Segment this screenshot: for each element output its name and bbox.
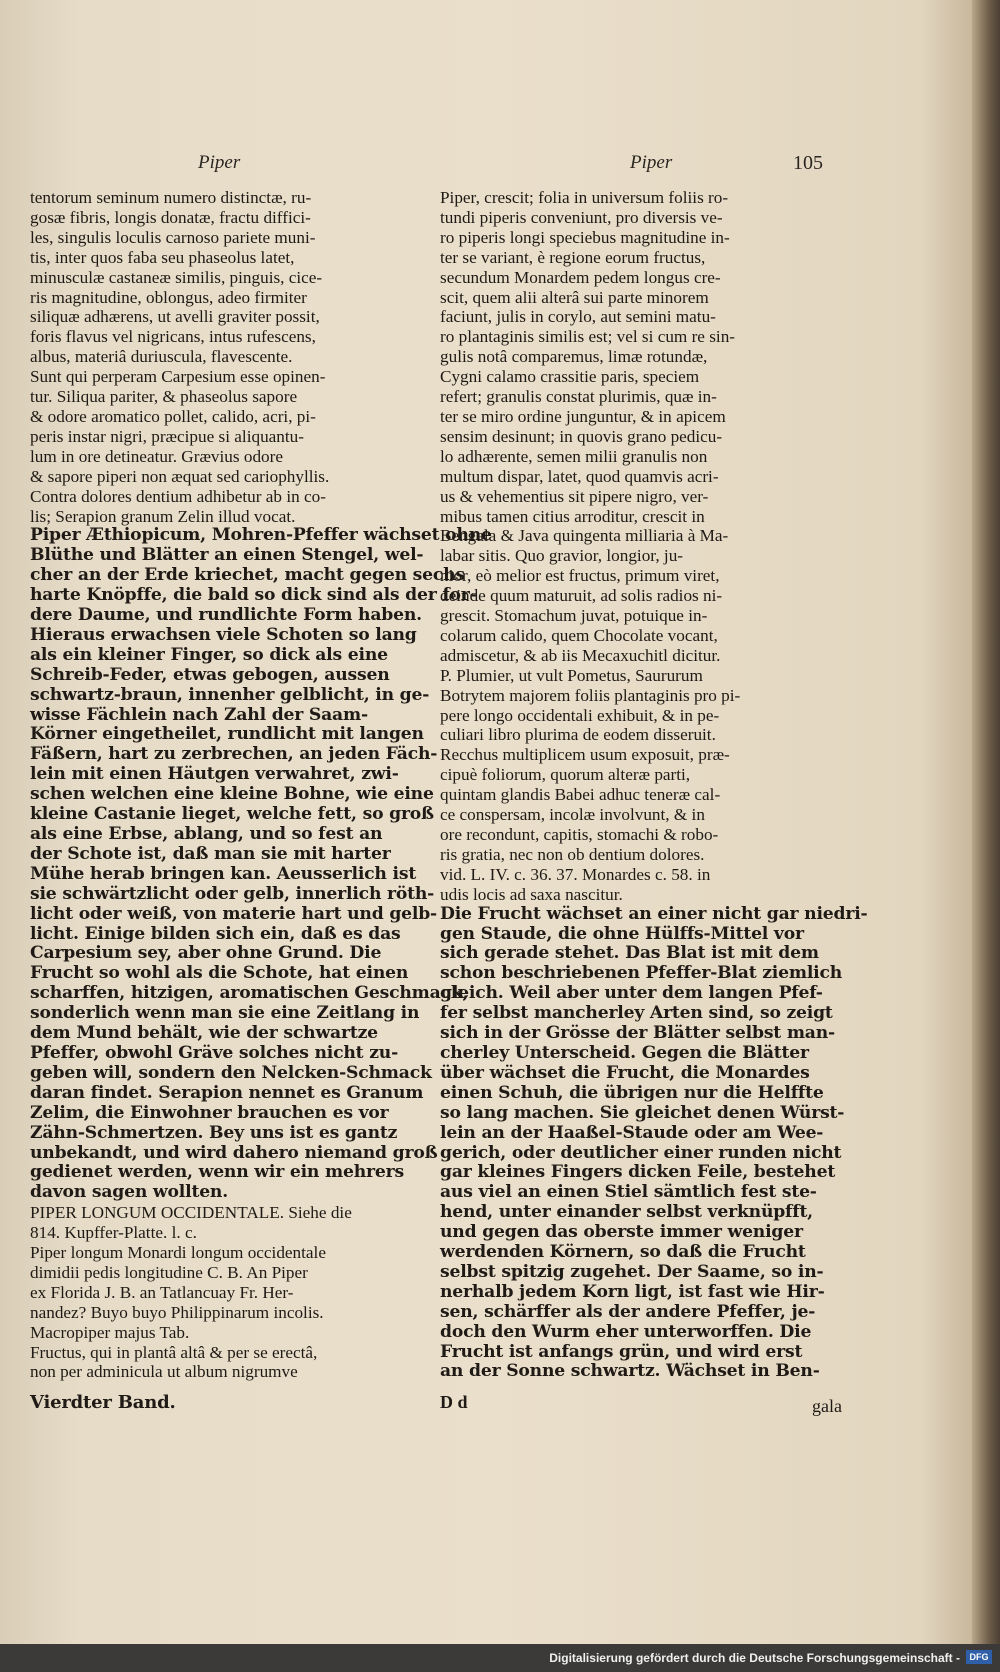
text-line: nior, eò melior est fructus, primum viret, bbox=[440, 566, 720, 586]
text-line: licht. Einige bilden sich ein, daß es das bbox=[30, 923, 401, 944]
text-line: gar kleines Fingers dicken Feile, bestehet bbox=[440, 1162, 836, 1183]
text-line: schwartz-braun, innenher gelblicht, in ge- bbox=[30, 684, 430, 705]
text-line: an der Sonne schwartz. Wächset in Ben- bbox=[440, 1361, 820, 1382]
text-line: Mühe herab bringen kan. Aeusserlich ist bbox=[30, 863, 417, 884]
text-line: lein mit einen Häutgen verwahret, zwi- bbox=[30, 764, 399, 785]
text-line: und gegen das oberste immer weniger bbox=[440, 1222, 803, 1243]
right-column bbox=[440, 188, 868, 1382]
text-line: ter se variant, è regione eorum fructus, bbox=[440, 247, 706, 267]
text-line: Schreib-Feder, etwas gebogen, aussen bbox=[30, 664, 390, 685]
text-line: & odore aromatico pollet, calido, acri, pi- bbox=[30, 406, 316, 426]
text-line: sich in der Grösse der Blätter selbst man- bbox=[440, 1023, 835, 1044]
text-line: aus viel an einen Stiel sämtlich fest ste- bbox=[440, 1182, 817, 1203]
text-line: mibus tamen citius arroditur, crescit in bbox=[440, 506, 705, 526]
text-line: Hieraus erwachsen viele Schoten so lang bbox=[30, 624, 417, 645]
text-line: cherley Unterscheid. Gegen die Blätter bbox=[440, 1042, 809, 1063]
text-line: Fructus, qui in plantâ altâ & per se erectâ, bbox=[30, 1342, 318, 1362]
text-line: lis; Serapion granum Zelin illud vocat. bbox=[30, 506, 296, 526]
text-line: Zelim, die Einwohner brauchen es vor bbox=[30, 1102, 389, 1123]
text-line: ro piperis longi speciebus magnitudine in- bbox=[440, 227, 730, 247]
text-line: harte Knöpffe, die bald so dick sind als der for- bbox=[30, 585, 477, 606]
catchword: gala bbox=[812, 1396, 842, 1416]
text-line: gulis notâ comparemus, limæ rotundæ, bbox=[440, 347, 708, 367]
text-line: hend, unter einander selbst verknüpfft, bbox=[440, 1202, 813, 1223]
text-line: vid. L. IV. c. 36. 37. Monardes c. 58. in bbox=[440, 864, 711, 884]
text-line: admiscetur, & ab iis Mecaxuchitl dicitur. bbox=[440, 645, 721, 665]
text-line: les, singulis loculis carnoso pariete muni- bbox=[30, 227, 316, 247]
text-line: Bengala & Java quingenta milliaria à Ma- bbox=[440, 526, 729, 546]
text-line: nerhalb jedem Korn ligt, ist fast wie Hir- bbox=[440, 1281, 825, 1302]
text-line: non per adminicula ut album nigrumve bbox=[30, 1362, 298, 1382]
text-line: colarum calido, quem Chocolate vocant, bbox=[440, 625, 718, 645]
text-line: dem Mund behält, wie der schwartze bbox=[30, 1023, 378, 1044]
text-line: pere longo occidentali exhibuit, & in pe- bbox=[440, 705, 720, 725]
text-line: fer selbst mancherley Arten sind, so zeigt bbox=[440, 1003, 833, 1024]
text-line: PIPER LONGUM OCCIDENTALE. Siehe die bbox=[30, 1203, 352, 1223]
text-line: gen Staude, die ohne Hülffs-Mittel vor bbox=[440, 923, 804, 944]
text-line: ter se miro ordine junguntur, & in apicem bbox=[440, 406, 726, 426]
text-line: der Schote ist, daß man sie mit harter bbox=[30, 843, 391, 864]
digitization-credit-bar bbox=[0, 1644, 1000, 1672]
text-line: sie schwärtzlicht oder gelb, innerlich röth- bbox=[30, 883, 435, 904]
text-line: tur. Siliqua pariter, & phaseolus sapore bbox=[30, 387, 298, 407]
text-line: scit, quem alii alterâ sui parte minorem bbox=[440, 287, 709, 307]
text-line: kleine Castanie lieget, welche fett, so groß bbox=[30, 804, 434, 825]
signature-mark: D d bbox=[440, 1392, 468, 1412]
text-line: so lang machen. Sie gleichet denen Würst- bbox=[440, 1102, 845, 1123]
text-line: als ein kleiner Finger, so dick als eine bbox=[30, 644, 388, 665]
text-line: Piper longum Monardi longum occidentale bbox=[30, 1243, 326, 1263]
text-line: siliquæ adhærens, ut avelli graviter possit, bbox=[30, 307, 320, 327]
text-line: dimidii pedis longitudine C. B. An Piper bbox=[30, 1262, 308, 1282]
volume-label: Vierdter Band. bbox=[30, 1392, 176, 1413]
text-line: schon beschriebenen Pfeffer-Blat ziemlich bbox=[440, 963, 843, 984]
text-line: udis locis ad saxa nascitur. bbox=[440, 884, 623, 904]
text-line: Pfeffer, obwohl Gräve solches nicht zu- bbox=[30, 1042, 398, 1063]
text-line: Recchus multiplicem usum exposuit, præ- bbox=[440, 745, 730, 765]
text-line: licht oder weiß, von materie hart und gelb- bbox=[30, 903, 437, 924]
text-line: multum dispar, latet, quod quamvis acri- bbox=[440, 466, 719, 486]
text-line: scharffen, hitzigen, aromatischen Geschmack, bbox=[30, 983, 469, 1004]
text-line: ex Florida J. B. an Tatlancuay Fr. Her- bbox=[30, 1282, 294, 1302]
text-line: deinde quum maturuit, ad solis radios ni- bbox=[440, 586, 723, 606]
text-line: labar sitis. Quo gravior, longior, ju- bbox=[440, 546, 684, 566]
text-line: als eine Erbse, ablang, und so fest an bbox=[30, 824, 383, 844]
text-line: daran findet. Serapion nennet es Granum bbox=[30, 1082, 424, 1103]
text-line: gleich. Weil aber unter dem langen Pfef- bbox=[440, 983, 823, 1004]
text-line: tentorum seminum numero distinctæ, ru- bbox=[30, 188, 312, 207]
text-line: doch den Wurm eher unterworffen. Die bbox=[440, 1321, 812, 1342]
text-line: schen welchen eine kleine Bohne, wie eine bbox=[30, 784, 434, 805]
header-right-title: Piper bbox=[630, 152, 673, 173]
text-line: Körner eingetheilet, rundlicht mit langen bbox=[30, 724, 424, 745]
page-number: 105 bbox=[793, 152, 823, 174]
text-line: Cygni calamo crassitie paris, speciem bbox=[440, 367, 700, 387]
text-line: lo adhærente, semen milii granulis non bbox=[440, 446, 708, 466]
credit-text: Digitalisierung gefördert durch die Deutsche Forschungsgemeinschaft - bbox=[549, 1651, 960, 1665]
text-line: 814. Kupffer-Platte. l. c. bbox=[30, 1223, 197, 1243]
text-line: Piper, crescit; folia in universum foliis ro- bbox=[440, 188, 729, 207]
text-line: sonderlich wenn man sie eine Zeitlang in bbox=[30, 1003, 420, 1024]
text-line: Die Frucht wächset an einer nicht gar niedri- bbox=[440, 903, 868, 924]
text-line: Zähn-Schmertzen. Bey uns ist es gantz bbox=[30, 1122, 398, 1143]
text-line: Sunt qui perperam Carpesium esse opinen- bbox=[30, 367, 326, 387]
text-line: über wächset die Frucht, die Monardes bbox=[440, 1062, 810, 1083]
text-line: lum in ore detineatur. Grævius odore bbox=[30, 446, 283, 466]
text-line: ris magnitudine, oblongus, adeo firmiter bbox=[30, 287, 307, 307]
text-line: Fäßern, hart zu zerbrechen, an jeden Fäch- bbox=[30, 744, 438, 765]
text-line: P. Plumier, ut vult Pometus, Saururum bbox=[440, 665, 703, 685]
text-line: unbekandt, und wird dahero niemand groß bbox=[30, 1142, 438, 1163]
text-line: Blüthe und Blätter an einen Stengel, wel- bbox=[30, 545, 424, 566]
page-footer bbox=[0, 1392, 1000, 1422]
text-line: cher an der Erde kriechet, macht gegen sechs bbox=[30, 565, 465, 586]
dfg-logo: DFG bbox=[966, 1650, 992, 1664]
text-line: selbst spitzig zugehet. Der Saame, so in- bbox=[440, 1261, 824, 1282]
left-column bbox=[30, 188, 492, 1382]
text-line: Contra dolores dentium adhibetur ab in co- bbox=[30, 486, 326, 506]
text-line: dere Daume, und rundlichte Form haben. bbox=[30, 605, 422, 626]
text-line: peris instar nigri, præcipue si aliquantu- bbox=[30, 426, 304, 446]
text-line: Macropiper majus Tab. bbox=[30, 1322, 190, 1342]
text-line: grescit. Stomachum juvat, potuique in- bbox=[440, 606, 708, 626]
text-line: geben will, sondern den Nelcken-Schmack bbox=[30, 1062, 432, 1083]
text-line: foris flavus vel nigricans, intus rufescens, bbox=[30, 327, 316, 347]
text-line: wisse Fächlein nach Zahl der Saam- bbox=[30, 704, 368, 725]
text-line: Frucht ist anfangs grün, und wird erst bbox=[440, 1341, 803, 1362]
text-line: sen, schärffer als der andere Pfeffer, je- bbox=[440, 1301, 816, 1322]
text-line: lein an der Haaßel-Staude oder am Wee- bbox=[440, 1122, 824, 1143]
text-line: tis, inter quos faba seu phaseolus latet, bbox=[30, 247, 295, 267]
text-line: cipuè foliorum, quorum alteræ parti, bbox=[440, 765, 691, 785]
text-line: us & vehementius sit pipere nigro, ver- bbox=[440, 486, 709, 506]
text-line: gosæ fibris, longis donatæ, fractu diffici- bbox=[30, 207, 311, 227]
text-line: einen Schuh, die übrigen nur die Helffte bbox=[440, 1082, 824, 1103]
running-header bbox=[0, 152, 1000, 182]
text-line: culiari libro plurima de eodem disseruit. bbox=[440, 725, 716, 745]
text-line: albus, materiâ duriuscula, flavescente. bbox=[30, 347, 293, 367]
text-line: refert; granulis constat plurimis, quæ in- bbox=[440, 387, 717, 407]
text-line: tundi piperis conveniunt, pro diversis ve- bbox=[440, 207, 723, 227]
text-line: ris gratia, nec non ob dentium dolores. bbox=[440, 844, 705, 864]
text-line: Botrytem majorem foliis plantaginis pro pi- bbox=[440, 685, 741, 705]
header-left-title: Piper bbox=[198, 152, 241, 173]
text-line: gedienet werden, wenn wir ein mehrers bbox=[30, 1162, 404, 1183]
text-line: ro plantaginis similis est; vel si cum re sin- bbox=[440, 327, 736, 347]
text-line: ce conspersam, incolæ involvunt, & in bbox=[440, 805, 705, 825]
text-line: minusculæ castaneæ similis, pinguis, cice- bbox=[30, 267, 323, 287]
text-line: secundum Monardem pedem longus cre- bbox=[440, 267, 721, 287]
text-line: davon sagen wollten. bbox=[30, 1182, 229, 1203]
text-line: nandez? Buyo buyo Philippinarum incolis. bbox=[30, 1302, 324, 1322]
text-line: sensim desinunt; in quovis grano pedicu- bbox=[440, 426, 723, 446]
text-line: Carpesium sey, aber ohne Grund. Die bbox=[30, 943, 382, 964]
text-line: quintam glandis Babei adhuc teneræ cal- bbox=[440, 785, 721, 805]
text-line: & sapore piperi non æquat sed cariophyllis. bbox=[30, 466, 330, 486]
text-line: werdenden Körnern, so daß die Frucht bbox=[440, 1242, 806, 1263]
text-line: sich gerade stehet. Das Blat ist mit dem bbox=[440, 943, 819, 964]
text-line: gerich, oder deutlicher einer runden nicht bbox=[440, 1142, 842, 1163]
text-line: faciunt, julis in corylo, aut semini matu- bbox=[440, 307, 716, 327]
text-line: ore recondunt, capitis, stomachi & robo- bbox=[440, 825, 719, 844]
text-line: Piper Æthiopicum, Mohren-Pfeffer wächset ohne bbox=[30, 525, 492, 546]
text-line: Frucht so wohl als die Schote, hat einen bbox=[30, 963, 409, 984]
